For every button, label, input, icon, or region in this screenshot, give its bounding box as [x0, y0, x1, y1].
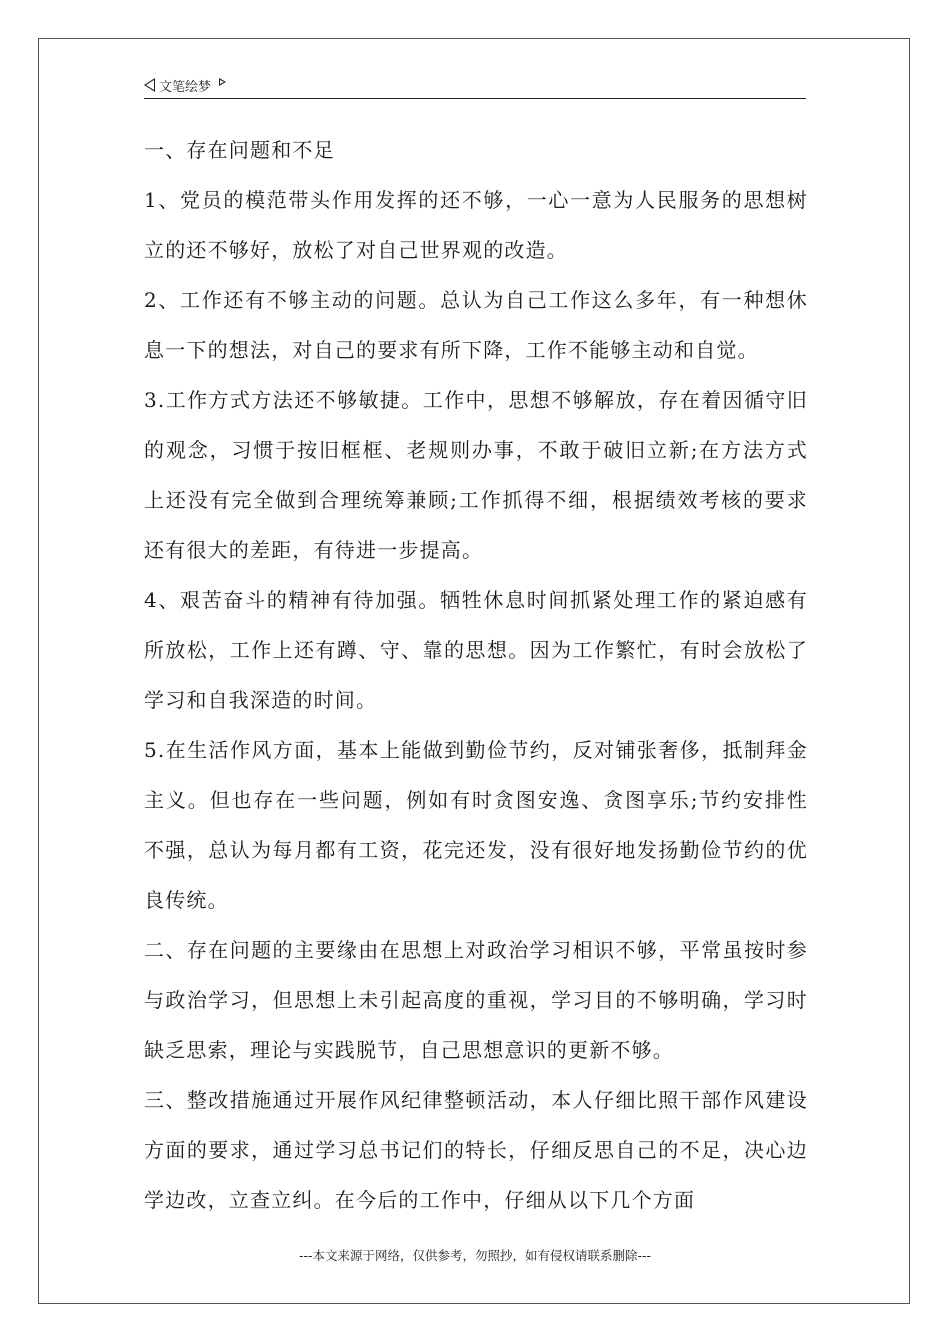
paragraph-4: 4、艰苦奋斗的精神有待加强。牺牲休息时间抓紧处理工作的紧迫感有所放松，工作上还有蹲、守、靠的思想。因为工作繁忙，有时会放松了学习和自我深造的时间。: [144, 588, 808, 712]
paragraph-3: 3.工作方式方法还不够敏捷。工作中，思想不够解放，存在着因循守旧的观念，习惯于按旧框框、老规则办事，不敢于破旧立新;在方法方式上还没有完全做到合理统筹兼顾;工作抓得不细，根据绩效考核的要求还有很大的差距，有待进一步提高。: [144, 388, 808, 562]
section-heading-problems: 一、存在问题和不足: [144, 138, 335, 162]
paragraph-measures: 三、整改措施通过开展作风纪律整顿活动，本人仔细比照干部作风建设方面的要求，通过学习总书记们的特长，仔细反思自己的不足，决心边学边改，立查立纠。在今后的工作中，仔细从以下几个方面: [144, 1088, 808, 1212]
paragraph-1: 1、党员的模范带头作用发挥的还不够，一心一意为人民服务的思想树立的还不够好，放松了对自己世界观的改造。: [144, 188, 808, 262]
paragraph-2: 2、工作还有不够主动的问题。总认为自己工作这么多年，有一种想休息一下的想法，对自己的要求有所下降，工作不能够主动和自觉。: [144, 288, 808, 362]
document-body: [144, 125, 808, 1225]
header-title: 文笔绘梦: [159, 79, 212, 95]
page-header: [144, 72, 806, 99]
triangle-right-icon: [219, 78, 226, 86]
triangle-left-icon: [144, 78, 155, 92]
footer-notice: ---本文来源于网络，仅供参考，勿照抄，如有侵权请联系删除---: [298, 1248, 652, 1263]
paragraph-5: 5.在生活作风方面，基本上能做到勤俭节约，反对铺张奢侈，抵制拜金主义。但也存在一些问题，例如有时贪图安逸、贪图享乐;节约安排性不强，总认为每月都有工资，花完还发，没有很好地发扬勤俭节约的优良传统。: [144, 738, 808, 912]
paragraph-causes: 二、存在问题的主要缘由在思想上对政治学习相识不够，平常虽按时参与政治学习，但思想上未引起高度的重视，学习目的不够明确，学习时缺乏思索，理论与实践脱节，自己思想意识的更新不够。: [144, 938, 808, 1062]
